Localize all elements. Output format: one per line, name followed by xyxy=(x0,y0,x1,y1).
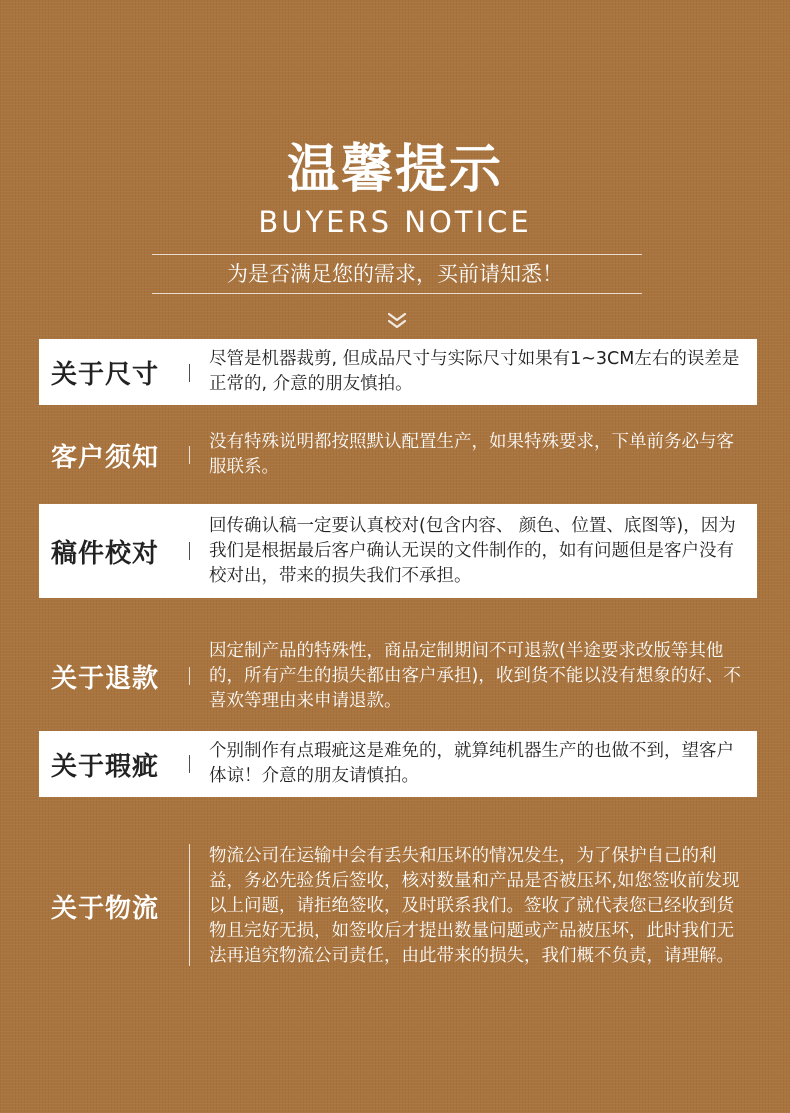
notice-separator xyxy=(189,844,190,966)
notice-text: 尽管是机器裁剪, 但成品尺寸与实际尺寸如果有1~3CM左右的误差是正常的, 介意的朋友慎拍。 xyxy=(209,349,740,394)
notice-refund xyxy=(39,628,757,724)
notice-defects xyxy=(39,731,757,797)
tagline: 为是否满足您的需求，买前请知悉！ xyxy=(227,262,563,286)
tagline-rule-bottom xyxy=(152,293,642,294)
notice-label: 客户须知 xyxy=(51,442,160,473)
notice-label: 关于退款 xyxy=(51,663,160,694)
notice-logistics xyxy=(39,822,757,990)
notice-proofreading xyxy=(39,504,757,598)
notice-customer xyxy=(39,422,757,488)
notice-text: 回传确认稿一定要认真校对(包含内容、 颜色、位置、底图等)，因为我们是根据最后客户确认无误的文件制作的，如有问题但是客户没有校对出，带来的损失我们不承担。 xyxy=(209,515,736,586)
notice-size xyxy=(39,339,757,405)
notice-label: 关于物流 xyxy=(51,893,160,924)
notice-separator xyxy=(189,446,190,464)
page-subtitle-en: BUYERS NOTICE xyxy=(258,205,532,239)
notice-text: 因定制产品的特殊性，商品定制期间不可退款(半途要求改版等其他的，所有产生的损失都由客户承担)，收到货不能以没有想象的好、不喜欢等理由来申请退款。 xyxy=(209,640,741,711)
tagline-rule-top xyxy=(152,254,642,255)
notice-text: 物流公司在运输中会有丢失和压坏的情况发生，为了保护自己的利益，务必先验货后签收，核对数量和产品是否被压坏,如您签收前发现以上问题，请拒绝签收，及时联系我们。签收了就代表您已经收到货物且完好无损，如签收后才提出数量问题或产品被压坏，此时我们无法再追究物流公司责任，由此带来的损失，我们概不负责，请理解。 xyxy=(209,845,740,966)
notice-separator xyxy=(189,755,190,773)
page-title: 温馨提示 xyxy=(286,139,503,200)
notice-text: 没有特殊说明都按照默认配置生产，如果特殊要求，下单前务必与客服联系。 xyxy=(209,432,734,477)
notice-separator xyxy=(189,364,190,382)
double-chevron-down-icon xyxy=(385,311,409,331)
notice-separator xyxy=(189,542,190,560)
notice-label: 关于瑕疵 xyxy=(51,751,160,782)
notice-separator xyxy=(189,667,190,685)
notice-label: 稿件校对 xyxy=(51,538,160,569)
notice-label: 关于尺寸 xyxy=(51,359,160,390)
notice-text: 个别制作有点瑕疵这是难免的，就算纯机器生产的也做不到，望客户体谅！介意的朋友请慎拍。 xyxy=(209,741,734,786)
